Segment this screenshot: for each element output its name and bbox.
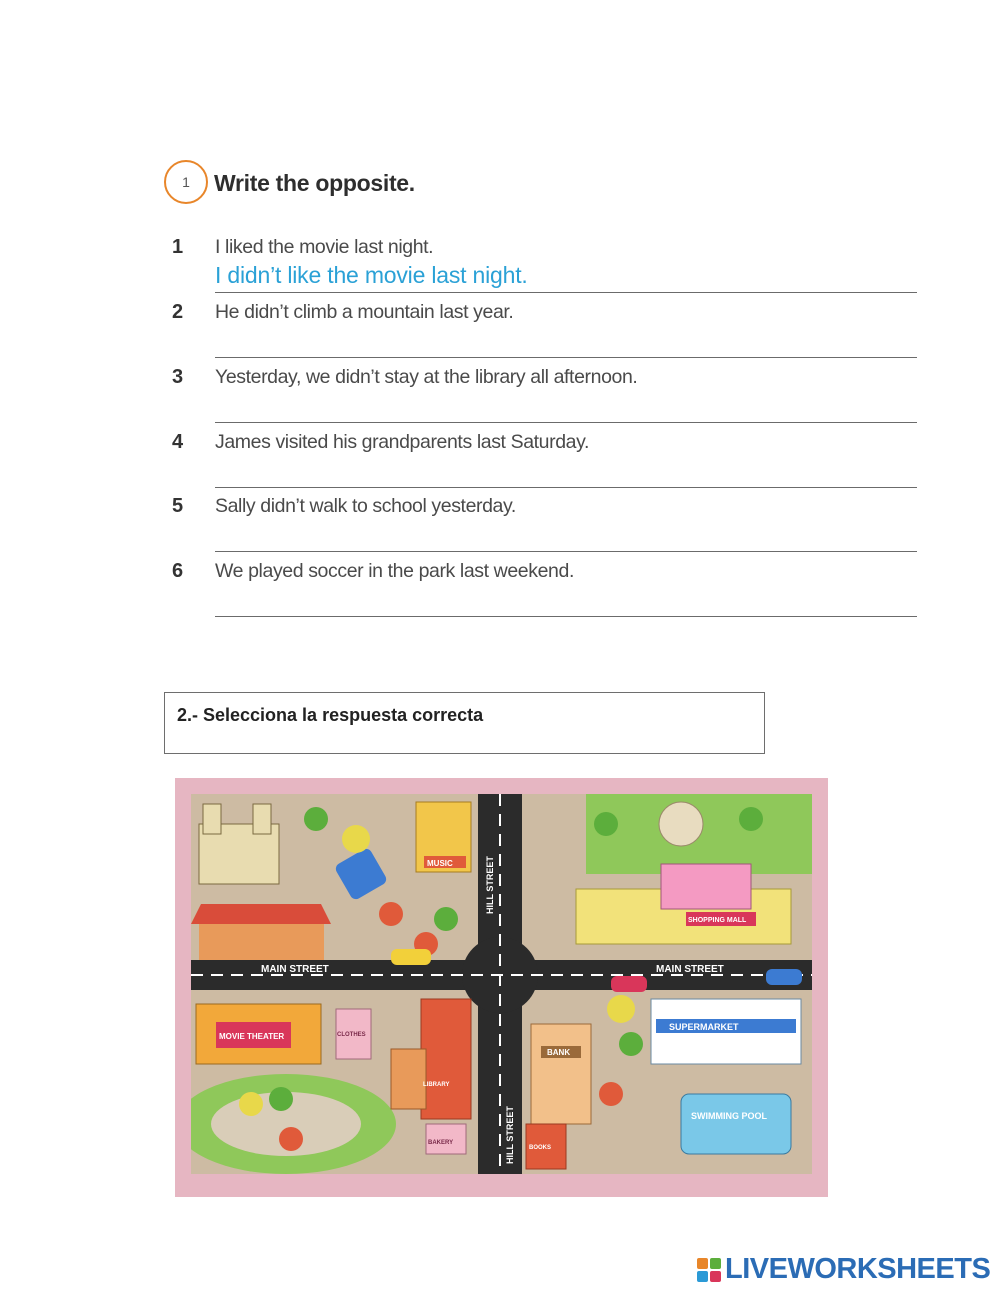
answer-input-5[interactable] <box>215 520 917 550</box>
books-shop-sign: BOOKS <box>529 1145 552 1151</box>
answer-input-4[interactable] <box>215 456 917 486</box>
answer-line <box>215 551 917 552</box>
exercise2-title: 2.- Selecciona la respuesta correcta <box>177 705 484 725</box>
red-car <box>611 976 647 992</box>
shopping-mall-sign: SHOPPING MALL <box>688 917 747 924</box>
exercise-number: 1 <box>182 174 190 190</box>
movie-theater-sign: MOVIE THEATER <box>219 1032 285 1041</box>
liveworksheets-logo <box>697 1254 990 1284</box>
blue-car <box>766 969 802 985</box>
swimming-pool-sign: SWIMMING POOL <box>691 1111 767 1121</box>
item-number: 1 <box>172 236 184 258</box>
library-sign: LIBRARY <box>423 1082 450 1088</box>
item-number: 6 <box>172 560 184 582</box>
bakery-sign: BAKERY <box>428 1140 454 1146</box>
item-sentence: I liked the movie last night. <box>215 236 434 258</box>
bank-sign: BANK <box>547 1048 571 1057</box>
hill-street-label-top: HILL STREET <box>485 856 495 914</box>
item-number: 2 <box>172 301 184 323</box>
exercise-number-badge <box>164 160 208 204</box>
exercise-title: Write the opposite. <box>214 170 415 196</box>
town-map <box>191 794 812 1174</box>
town-map-illustration <box>191 794 812 1174</box>
item-sentence: James visited his grandparents last Saturday. <box>215 431 589 453</box>
answer-line <box>215 422 917 423</box>
item-sentence: Yesterday, we didn’t stay at the library all afternoon. <box>215 366 638 388</box>
hill-street-label-bottom: HILL STREET <box>505 1106 515 1164</box>
item-number: 4 <box>172 431 184 453</box>
music-shop-sign: MUSIC <box>427 859 453 868</box>
supermarket-sign: SUPERMARKET <box>669 1022 739 1032</box>
answer-line <box>215 616 917 617</box>
yellow-car <box>391 949 431 965</box>
main-street-label-left: MAIN STREET <box>261 964 329 975</box>
answer-input-2[interactable] <box>215 326 917 356</box>
liveworksheets-logo-icon <box>697 1256 723 1282</box>
item-number: 3 <box>172 366 184 388</box>
answer-line <box>215 292 917 293</box>
clothes-shop-sign: CLOTHES <box>337 1032 366 1038</box>
answer-line <box>215 487 917 488</box>
item-number: 5 <box>172 495 184 517</box>
answer-input-3[interactable] <box>215 391 917 421</box>
main-street-label-right: MAIN STREET <box>656 964 724 975</box>
item-sentence: He didn’t climb a mountain last year. <box>215 301 514 323</box>
town-map-frame <box>175 778 828 1197</box>
item-sentence: We played soccer in the park last weekend. <box>215 560 574 582</box>
exercise2-box <box>164 692 765 754</box>
example-answer: I didn’t like the movie last night. <box>215 262 528 288</box>
liveworksheets-logo-text: LIVEWORKSHEETS <box>725 1252 991 1285</box>
item-sentence: Sally didn’t walk to school yesterday. <box>215 495 516 517</box>
answer-input-6[interactable] <box>215 585 917 615</box>
answer-line <box>215 357 917 358</box>
